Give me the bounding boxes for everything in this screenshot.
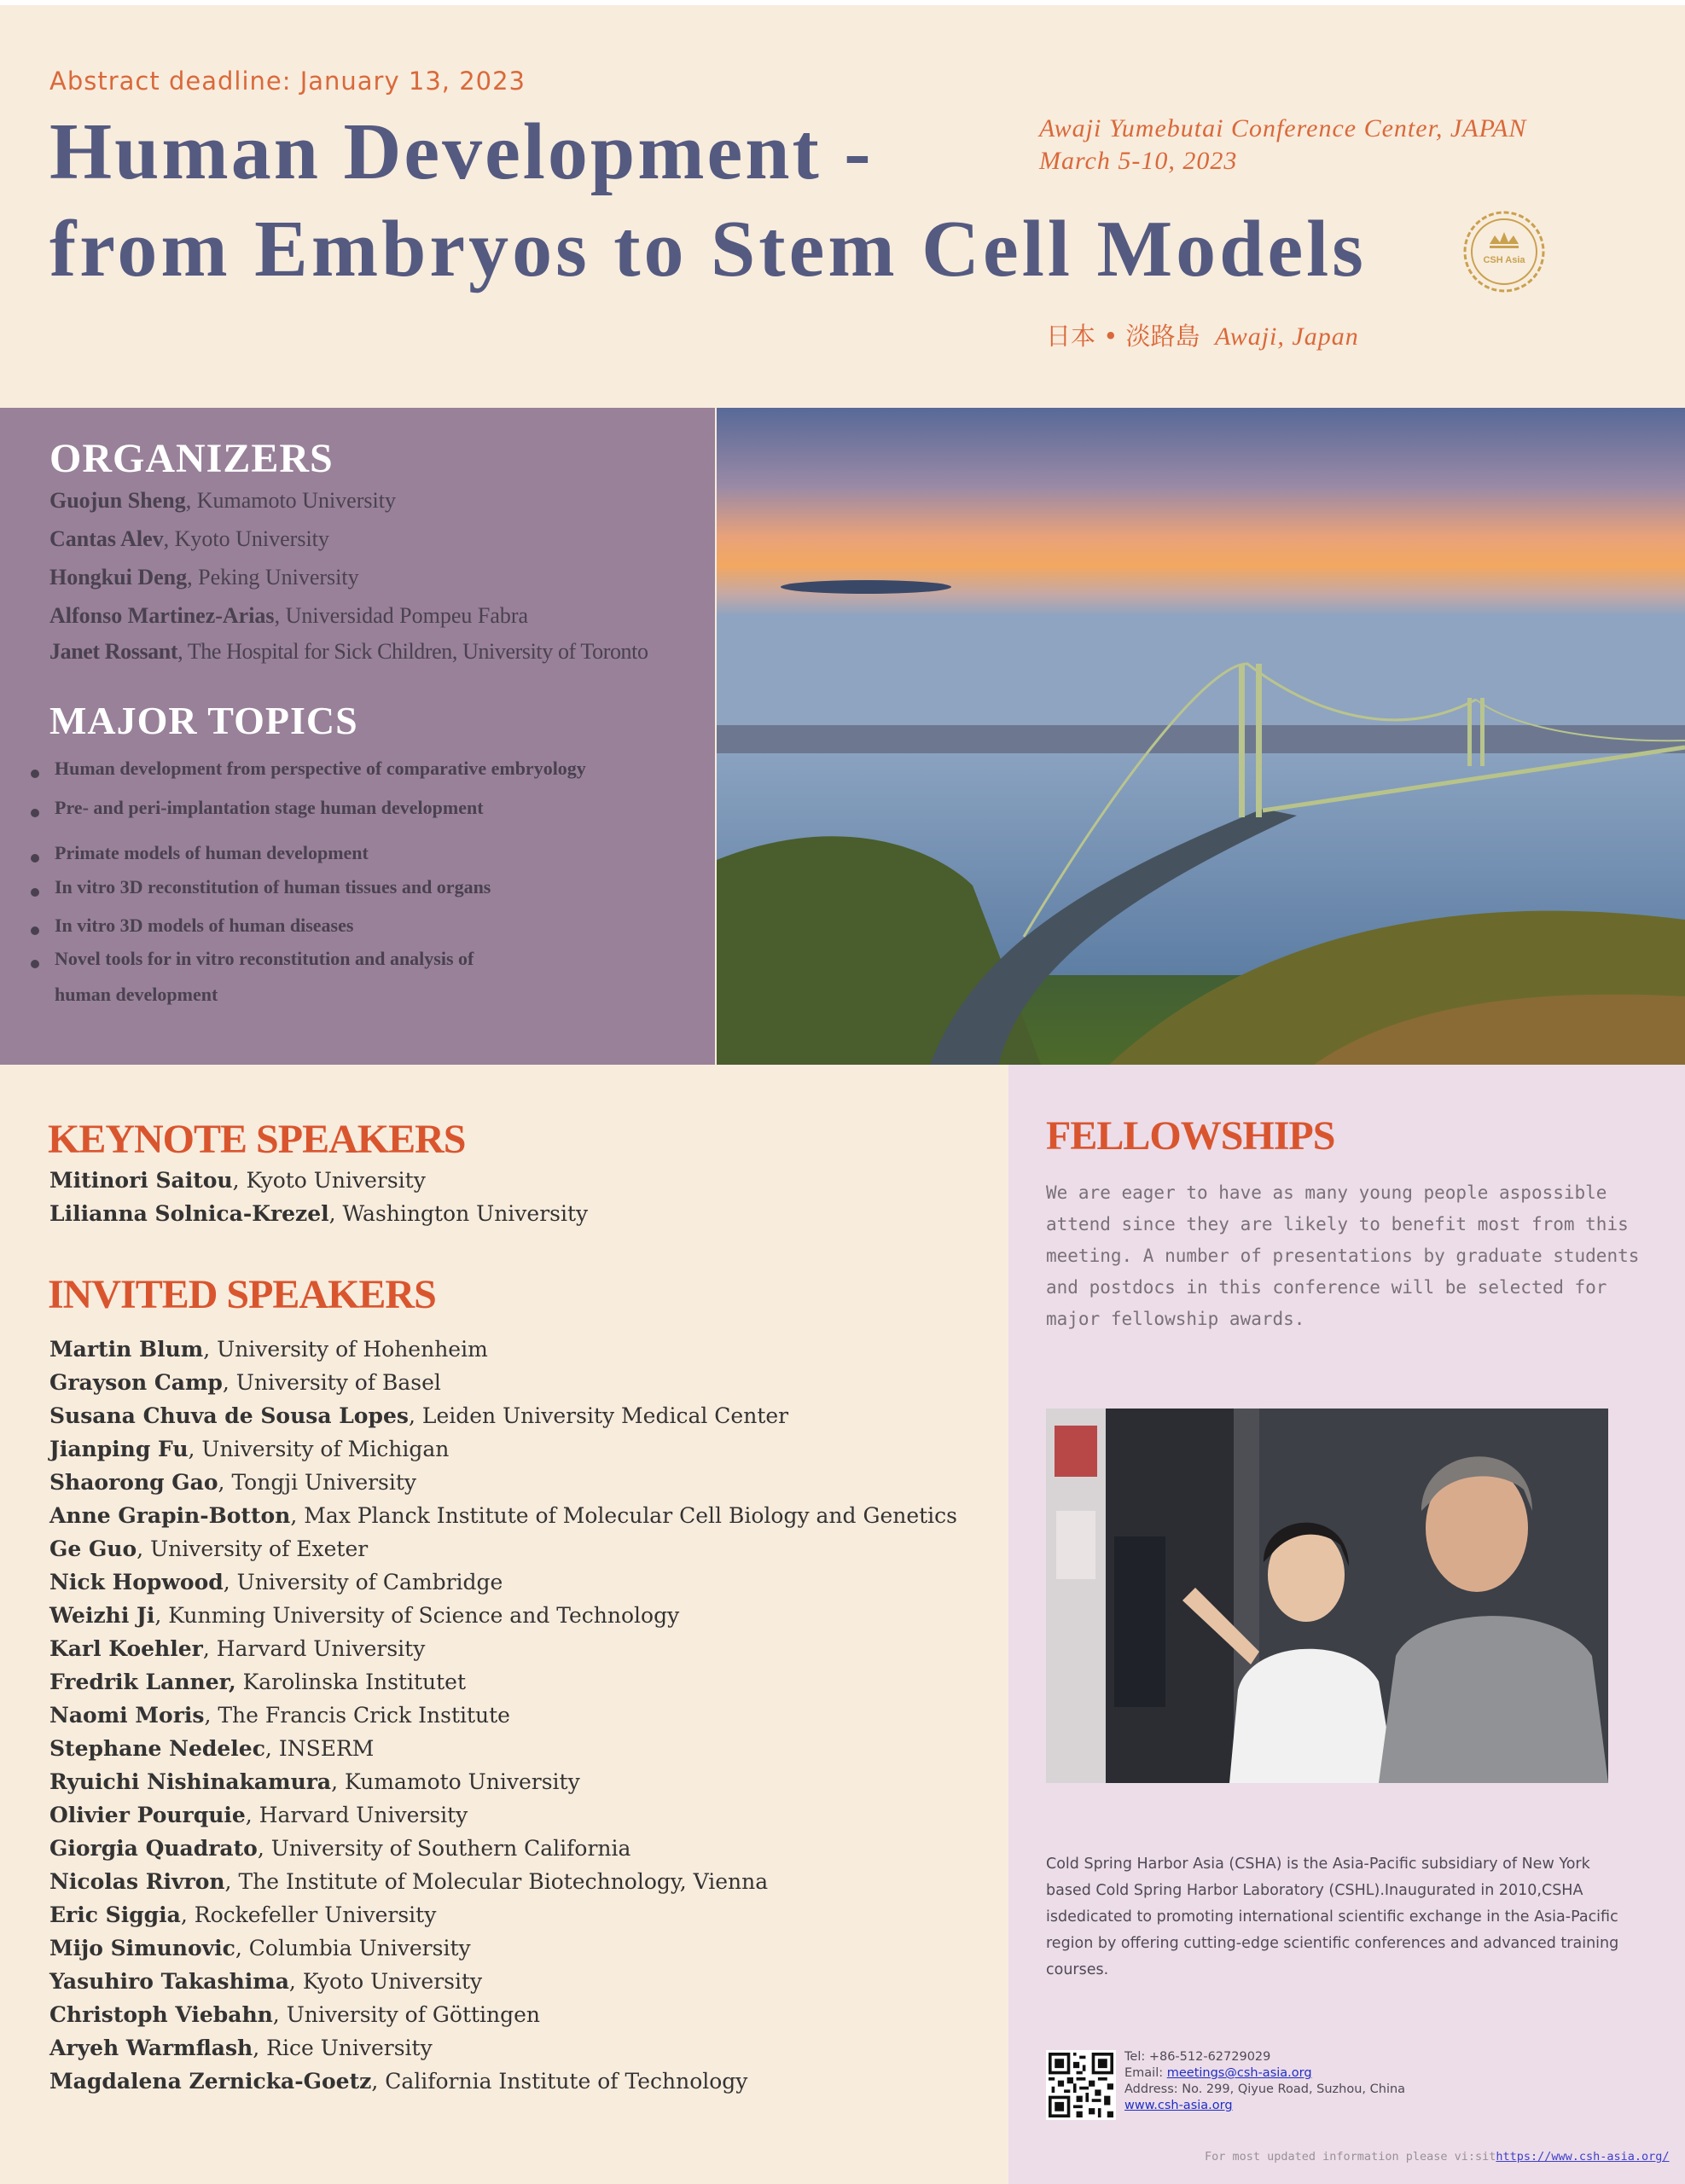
csh-asia-logo-icon [1459, 206, 1549, 297]
conference-dates: March 5-10, 2023 [1039, 147, 1238, 175]
list-item: Grayson Camp, University of Basel [49, 1370, 441, 1395]
email-link[interactable]: meetings@csh-asia.org [1166, 2066, 1312, 2080]
topics-heading: MAJOR TOPICS [49, 699, 358, 742]
contact-address: Address: No. 299, Qiyue Road, Suzhou, China [1124, 2082, 1406, 2096]
poster-session-photo [1046, 1409, 1608, 1783]
list-item: Anne Grapin-Botton, Max Planck Institute of Molecular Cell Biology and Genetics [49, 1503, 958, 1528]
list-item: Hongkui Deng, Peking University [49, 565, 359, 590]
list-item: Yasuhiro Takashima, Kyoto University [49, 1969, 483, 1994]
invited-heading: INVITED SPEAKERS [48, 1272, 436, 1317]
list-item: Susana Chuva de Sousa Lopes, Leiden University Medical Center [49, 1403, 789, 1428]
list-item: Karl Koehler, Harvard University [49, 1636, 426, 1661]
contact-email-row: Email: meetings@csh-asia.org [1124, 2066, 1312, 2080]
organizers-list [49, 488, 648, 677]
list-item: Human development from perspective of comparative embryology [29, 758, 586, 797]
list-item: Ryuichi Nishinakamura, Kumamoto University [49, 1769, 580, 1794]
list-item: Aryeh Warmflash, Rice University [49, 2036, 433, 2060]
website-link[interactable]: www.csh-asia.org [1124, 2099, 1233, 2112]
list-item: Nick Hopwood, University of Cambridge [49, 1570, 503, 1594]
venue: Awaji Yumebutai Conference Center, JAPAN [1039, 114, 1527, 142]
keynote-list [49, 1165, 588, 1232]
list-item: Cantas Alev, Kyoto University [49, 526, 329, 551]
list-item: Olivier Pourquie, Harvard University [49, 1803, 468, 1827]
location-jp: 日本 • 淡路島 [1046, 322, 1200, 351]
list-item: Shaorong Gao, Tongji University [49, 1470, 417, 1495]
list-item: Pre- and peri-implantation stage human development [29, 797, 586, 842]
list-item: Lilianna Solnica-Krezel, Washington University [49, 1201, 589, 1226]
bridge-photo [717, 408, 1685, 1065]
list-item: In vitro 3D reconstitution of human tissues and organs [29, 876, 586, 915]
list-item: Alfonso Martinez-Arias, Universidad Pompeu Fabra [49, 603, 529, 628]
list-item: Naomi Moris, The Francis Crick Institute [49, 1703, 510, 1728]
list-item: Mijo Simunovic, Columbia University [49, 1936, 471, 1960]
list-item: Eric Siggia, Rockefeller University [49, 1902, 437, 1927]
list-item: Magdalena Zernicka-Goetz, California Institute of Technology [49, 2069, 748, 2094]
fellowships-text: We are eager to have as many young people aspossible attend since they are likely to benefit most from this meeting. A number of presentations by graduate students and postdocs in this conference will be selected for major fellowship awards. [1046, 1182, 1640, 1329]
bullet-icon [31, 926, 39, 935]
bullet-icon [31, 854, 39, 863]
keynote-heading: KEYNOTE SPEAKERS [48, 1117, 466, 1162]
location-en: Awaji, Japan [1215, 322, 1359, 351]
fellowships-heading: FELLOWSHIPS [1046, 1113, 1335, 1159]
bullet-icon [31, 809, 39, 817]
title-line-2: from Embryos to Stem Cell Models [49, 205, 1367, 293]
list-item: Weizhi Ji, Kunming University of Science and Technology [49, 1603, 680, 1628]
logo-text: CSH Asia [1483, 255, 1525, 265]
list-item: Janet Rossant, The Hospital for Sick Children, University of Toronto [49, 639, 648, 664]
qr-code-icon[interactable] [1046, 2050, 1116, 2120]
poster [0, 5, 1685, 2184]
list-item: Nicolas Rivron, The Institute of Molecular Biotechnology, Vienna [49, 1869, 769, 1894]
title-line-1: Human Development - [49, 107, 874, 196]
bullet-icon [31, 960, 39, 968]
footer-note: For most updated information please vi:sithttps://www.csh-asia.org/ [1205, 2150, 1670, 2164]
bullet-icon [31, 770, 39, 778]
list-item: Jianping Fu, University of Michigan [49, 1437, 450, 1461]
organizers-heading: ORGANIZERS [49, 436, 334, 481]
list-item: Ge Guo, University of Exeter [49, 1536, 369, 1561]
abstract-deadline: Abstract deadline: January 13, 2023 [49, 67, 526, 96]
bullet-icon [31, 888, 39, 897]
list-item: Stephane Nedelec, INSERM [49, 1736, 375, 1761]
list-item: Fredrik Lanner, Karolinska Institutet [49, 1670, 466, 1694]
topics-list [29, 758, 586, 1006]
footer-url-link[interactable]: https://www.csh-asia.org/ [1496, 2150, 1670, 2164]
invited-list [49, 1334, 957, 2100]
list-item: Mitinori Saitou, Kyoto University [49, 1168, 426, 1193]
list-item: In vitro 3D models of human diseases [29, 915, 586, 948]
list-item: Giorgia Quadrato, University of Southern California [49, 1836, 631, 1861]
list-item: Guojun Sheng, Kumamoto University [49, 488, 396, 513]
csha-about-text: Cold Spring Harbor Asia (CSHA) is the Asia-Pacific subsidiary of New York based Cold Spring Harbor Laboratory (CSHL).Inaugurated in 2010,CSHA isdedicated to promoting international scientific exchange in the Asia-Pacific region by offering cutting-edge scientific conferences and advanced training courses. [1046, 1856, 1619, 1978]
list-item: Novel tools for in vitro reconstitution and analysis of human development [29, 948, 586, 1006]
location [1046, 317, 1359, 352]
list-item: Primate models of human development [29, 842, 586, 876]
contact-info [1124, 2049, 1405, 2114]
list-item: Martin Blum, University of Hohenheim [49, 1337, 488, 1362]
list-item: Christoph Viebahn, University of Göttingen [49, 2002, 541, 2027]
contact-tel: Tel: +86-512-62729029 [1124, 2050, 1271, 2064]
